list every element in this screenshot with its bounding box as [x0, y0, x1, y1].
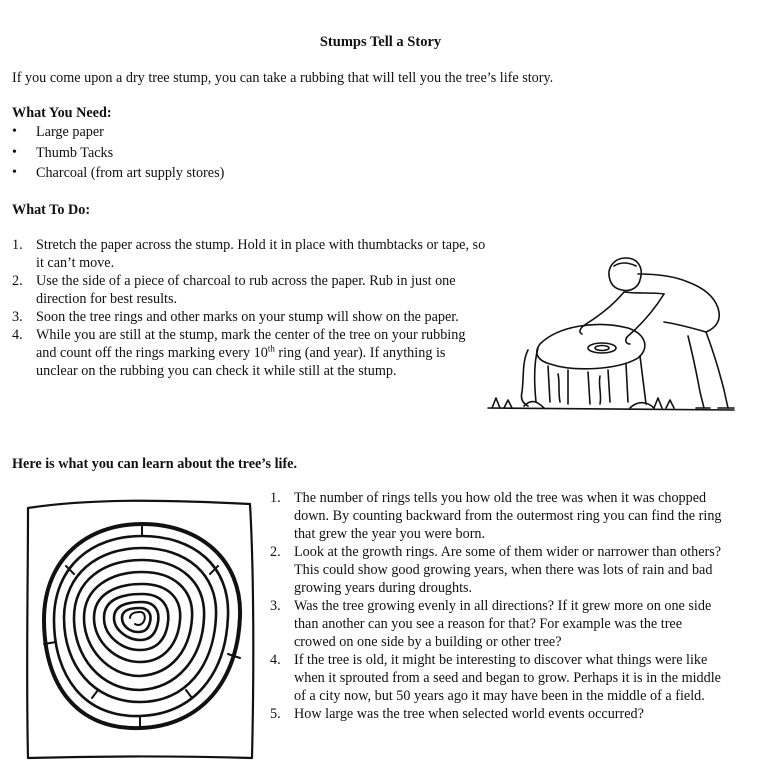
list-item: • Thumb Tacks [12, 144, 224, 165]
ordinal-suffix: th [267, 343, 275, 354]
stump-rubbing-illustration [478, 252, 744, 414]
list-item [270, 543, 726, 597]
item-text: Use the side of a piece of charcoal to rub across the paper. Rub in just one direction for best results. [36, 273, 456, 307]
item-number: 5. [270, 706, 281, 722]
learn-heading: Here is what you can learn about the tree’s life. [12, 456, 298, 472]
item-number: 3. [12, 309, 23, 325]
todo-heading: What To Do: [12, 202, 91, 218]
list-item [12, 272, 486, 308]
list-item: • Charcoal (from art supply stores) [12, 164, 224, 185]
tree-ring-rubbing-illustration [22, 494, 258, 764]
steps-list [12, 236, 486, 380]
intro-text: If you come upon a dry tree stump, you can take a rubbing that will tell you the tree’s life story. [12, 70, 554, 86]
item-text: While you are still at the stump, mark the center of the tree on your rubbing and count off the rings marking every 10 [36, 327, 466, 361]
item-text: If the tree is old, it might be interesting to discover what things were like when it sprouted from a seed and began to grow. Perhaps it is in the middle of a city now, but 50 years ago it may have been in the middle of a field. [294, 652, 721, 704]
list-item [270, 597, 726, 651]
item-text: Stretch the paper across the stump. Hold it in place with thumbtacks or tape, so it can’t move. [36, 237, 486, 271]
item-text: Look at the growth rings. Are some of them wider or narrower than others? This could show good growing years, when there was lots of rain and bad growing years during droughts. [294, 544, 722, 596]
item-number: 2. [270, 544, 281, 560]
list-item: • Large paper [12, 123, 224, 144]
item-number: 4. [270, 652, 281, 668]
list-item [12, 308, 486, 326]
needs-heading: What You Need: [12, 105, 112, 121]
page-title: Stumps Tell a Story [319, 34, 442, 50]
item-text: Was the tree growing evenly in all directions? If it grew more on one side than another can you see a reason for that? For example was the tree crowed on one side by a building or other tree? [294, 598, 712, 650]
needs-list [12, 123, 224, 185]
item-number: 2. [12, 273, 23, 289]
item-number: 4. [12, 327, 23, 343]
list-item [270, 651, 726, 705]
item-number: 3. [270, 598, 281, 614]
item-number: 1. [12, 237, 23, 253]
item-text: Soon the tree rings and other marks on your stump will show on the paper. [36, 309, 459, 325]
list-item [270, 705, 726, 723]
item-text: The number of rings tells you how old the tree was when it was chopped down. By counting backward from the outermost ring you can find the ring that grew the year you were born. [294, 490, 722, 542]
item-text: ring (and year). If anything is unclear on the rubbing you can check it while still at the stump. [36, 345, 446, 379]
list-item [12, 236, 486, 272]
item-number: 1. [270, 490, 281, 506]
learn-list [270, 489, 726, 723]
list-item [12, 326, 486, 380]
item-text: How large was the tree when selected world events occurred? [294, 706, 644, 722]
list-item [270, 489, 726, 543]
